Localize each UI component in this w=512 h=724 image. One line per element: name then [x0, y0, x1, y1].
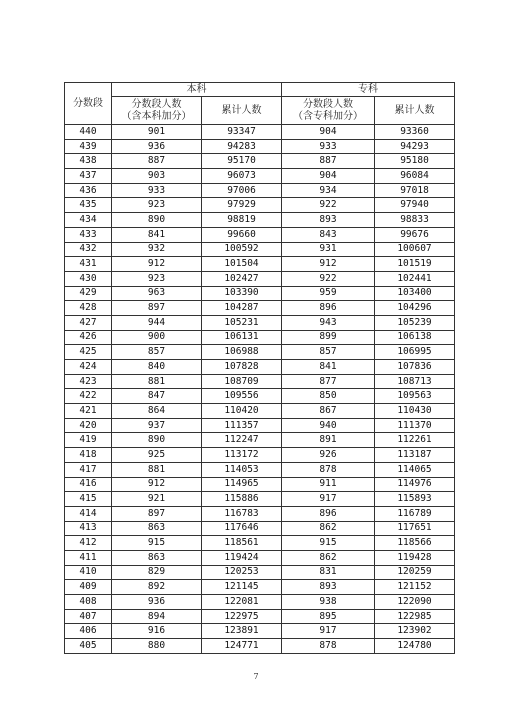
header-score-range: 分数段 [65, 83, 112, 125]
cell-benke-cumulative: 117646 [202, 521, 282, 536]
header-row-groups [65, 83, 455, 97]
cell-score: 427 [65, 315, 112, 330]
table-row [65, 506, 455, 521]
cell-zhuanke-cumulative: 103400 [375, 286, 455, 301]
cell-benke-count: 912 [112, 477, 202, 492]
cell-benke-count: 933 [112, 183, 202, 198]
cell-benke-count: 890 [112, 433, 202, 448]
cell-zhuanke-count: 934 [282, 183, 375, 198]
cell-benke-count: 841 [112, 227, 202, 242]
header-zhuanke-count-line1: 分数段人数 [303, 98, 353, 110]
header-group-zhuanke: 专科 [282, 83, 455, 97]
cell-benke-cumulative: 95170 [202, 154, 282, 169]
cell-zhuanke-cumulative: 105239 [375, 315, 455, 330]
cell-benke-cumulative: 108709 [202, 374, 282, 389]
cell-benke-cumulative: 96073 [202, 169, 282, 184]
table-header [65, 83, 455, 125]
table-row [65, 345, 455, 360]
cell-benke-cumulative: 100592 [202, 242, 282, 257]
header-benke-cumulative: 累计人数 [202, 97, 282, 125]
header-zhuanke-count [282, 97, 375, 125]
cell-zhuanke-count: 904 [282, 169, 375, 184]
cell-benke-cumulative: 118561 [202, 536, 282, 551]
cell-benke-count: 829 [112, 565, 202, 580]
cell-benke-count: 936 [112, 139, 202, 154]
cell-zhuanke-count: 943 [282, 315, 375, 330]
cell-zhuanke-count: 887 [282, 154, 375, 169]
table-row [65, 639, 455, 654]
header-zhuanke-count-line2: （含专科加分） [293, 110, 363, 122]
cell-score: 422 [65, 389, 112, 404]
cell-score: 420 [65, 418, 112, 433]
cell-score: 423 [65, 374, 112, 389]
cell-zhuanke-count: 915 [282, 536, 375, 551]
table-row [65, 315, 455, 330]
cell-benke-count: 887 [112, 154, 202, 169]
cell-score: 436 [65, 183, 112, 198]
cell-zhuanke-count: 893 [282, 580, 375, 595]
score-distribution-table [64, 82, 455, 654]
cell-score: 419 [65, 433, 112, 448]
cell-benke-count: 890 [112, 213, 202, 228]
cell-benke-cumulative: 105231 [202, 315, 282, 330]
cell-zhuanke-count: 891 [282, 433, 375, 448]
cell-benke-count: 880 [112, 639, 202, 654]
cell-benke-cumulative: 101504 [202, 257, 282, 272]
table-row [65, 374, 455, 389]
cell-zhuanke-cumulative: 118566 [375, 536, 455, 551]
cell-zhuanke-count: 959 [282, 286, 375, 301]
cell-zhuanke-cumulative: 98833 [375, 213, 455, 228]
cell-benke-cumulative: 97006 [202, 183, 282, 198]
cell-score: 428 [65, 301, 112, 316]
cell-score: 440 [65, 125, 112, 140]
cell-score: 438 [65, 154, 112, 169]
cell-benke-count: 894 [112, 609, 202, 624]
header-benke-count-line2: （含本科加分） [121, 110, 192, 122]
table-row [65, 462, 455, 477]
cell-benke-cumulative: 120253 [202, 565, 282, 580]
cell-benke-cumulative: 110420 [202, 404, 282, 419]
header-benke-count [112, 97, 202, 125]
table-row [65, 242, 455, 257]
cell-zhuanke-cumulative: 95180 [375, 154, 455, 169]
cell-score: 406 [65, 624, 112, 639]
cell-zhuanke-cumulative: 117651 [375, 521, 455, 536]
cell-zhuanke-cumulative: 123902 [375, 624, 455, 639]
cell-score: 430 [65, 271, 112, 286]
cell-zhuanke-cumulative: 102441 [375, 271, 455, 286]
cell-benke-cumulative: 114053 [202, 462, 282, 477]
cell-benke-cumulative: 94283 [202, 139, 282, 154]
cell-zhuanke-count: 841 [282, 360, 375, 375]
cell-benke-count: 881 [112, 374, 202, 389]
cell-zhuanke-cumulative: 119428 [375, 550, 455, 565]
cell-benke-cumulative: 113172 [202, 448, 282, 463]
cell-benke-cumulative: 111357 [202, 418, 282, 433]
cell-benke-count: 937 [112, 418, 202, 433]
cell-zhuanke-count: 911 [282, 477, 375, 492]
cell-benke-cumulative: 102427 [202, 271, 282, 286]
cell-score: 407 [65, 609, 112, 624]
table-row [65, 565, 455, 580]
cell-benke-count: 863 [112, 550, 202, 565]
cell-benke-cumulative: 121145 [202, 580, 282, 595]
cell-zhuanke-count: 896 [282, 301, 375, 316]
cell-zhuanke-count: 850 [282, 389, 375, 404]
cell-zhuanke-count: 933 [282, 139, 375, 154]
cell-score: 421 [65, 404, 112, 419]
cell-zhuanke-count: 917 [282, 624, 375, 639]
cell-benke-count: 936 [112, 595, 202, 610]
table-row [65, 521, 455, 536]
table-row [65, 448, 455, 463]
cell-zhuanke-cumulative: 116789 [375, 506, 455, 521]
table-row [65, 301, 455, 316]
cell-score: 412 [65, 536, 112, 551]
cell-score: 435 [65, 198, 112, 213]
cell-score: 408 [65, 595, 112, 610]
cell-zhuanke-count: 877 [282, 374, 375, 389]
cell-zhuanke-cumulative: 114065 [375, 462, 455, 477]
cell-score: 409 [65, 580, 112, 595]
cell-score: 414 [65, 506, 112, 521]
cell-score: 434 [65, 213, 112, 228]
cell-score: 410 [65, 565, 112, 580]
table-row [65, 595, 455, 610]
cell-zhuanke-count: 904 [282, 125, 375, 140]
cell-zhuanke-count: 878 [282, 639, 375, 654]
cell-zhuanke-cumulative: 122090 [375, 595, 455, 610]
cell-zhuanke-count: 831 [282, 565, 375, 580]
cell-zhuanke-cumulative: 111370 [375, 418, 455, 433]
cell-zhuanke-count: 843 [282, 227, 375, 242]
cell-zhuanke-count: 912 [282, 257, 375, 272]
table-row [65, 125, 455, 140]
cell-benke-cumulative: 124771 [202, 639, 282, 654]
cell-benke-cumulative: 119424 [202, 550, 282, 565]
cell-benke-count: 901 [112, 125, 202, 140]
cell-zhuanke-cumulative: 99676 [375, 227, 455, 242]
cell-zhuanke-cumulative: 122985 [375, 609, 455, 624]
cell-benke-cumulative: 104287 [202, 301, 282, 316]
table-row [65, 433, 455, 448]
cell-benke-count: 963 [112, 286, 202, 301]
cell-zhuanke-cumulative: 106138 [375, 330, 455, 345]
cell-score: 415 [65, 492, 112, 507]
cell-zhuanke-count: 895 [282, 609, 375, 624]
cell-benke-count: 915 [112, 536, 202, 551]
cell-zhuanke-cumulative: 124780 [375, 639, 455, 654]
cell-benke-cumulative: 103390 [202, 286, 282, 301]
cell-score: 405 [65, 639, 112, 654]
cell-zhuanke-cumulative: 121152 [375, 580, 455, 595]
cell-zhuanke-cumulative: 96084 [375, 169, 455, 184]
cell-benke-cumulative: 123891 [202, 624, 282, 639]
header-group-benke: 本科 [112, 83, 282, 97]
cell-benke-cumulative: 106988 [202, 345, 282, 360]
cell-benke-count: 840 [112, 360, 202, 375]
cell-zhuanke-count: 899 [282, 330, 375, 345]
cell-benke-count: 863 [112, 521, 202, 536]
cell-score: 416 [65, 477, 112, 492]
cell-benke-count: 932 [112, 242, 202, 257]
table-row [65, 580, 455, 595]
cell-zhuanke-count: 926 [282, 448, 375, 463]
cell-benke-count: 921 [112, 492, 202, 507]
cell-zhuanke-count: 862 [282, 521, 375, 536]
cell-benke-cumulative: 114965 [202, 477, 282, 492]
cell-score: 413 [65, 521, 112, 536]
cell-zhuanke-count: 917 [282, 492, 375, 507]
cell-zhuanke-count: 867 [282, 404, 375, 419]
cell-zhuanke-cumulative: 120259 [375, 565, 455, 580]
cell-zhuanke-cumulative: 97940 [375, 198, 455, 213]
cell-score: 426 [65, 330, 112, 345]
cell-benke-count: 925 [112, 448, 202, 463]
cell-zhuanke-count: 857 [282, 345, 375, 360]
table-row [65, 404, 455, 419]
cell-benke-cumulative: 116783 [202, 506, 282, 521]
cell-benke-count: 881 [112, 462, 202, 477]
cell-zhuanke-cumulative: 97018 [375, 183, 455, 198]
table-row [65, 330, 455, 345]
table-row [65, 213, 455, 228]
cell-benke-cumulative: 93347 [202, 125, 282, 140]
cell-zhuanke-cumulative: 93360 [375, 125, 455, 140]
cell-zhuanke-cumulative: 108713 [375, 374, 455, 389]
cell-benke-cumulative: 97929 [202, 198, 282, 213]
cell-zhuanke-count: 938 [282, 595, 375, 610]
page-number: 7 [253, 672, 259, 681]
table-row [65, 492, 455, 507]
cell-benke-count: 916 [112, 624, 202, 639]
cell-zhuanke-cumulative: 113187 [375, 448, 455, 463]
cell-benke-count: 857 [112, 345, 202, 360]
cell-zhuanke-count: 940 [282, 418, 375, 433]
table-body [65, 125, 455, 654]
table-row [65, 536, 455, 551]
cell-score: 437 [65, 169, 112, 184]
table-row [65, 360, 455, 375]
table-row [65, 183, 455, 198]
cell-benke-cumulative: 115886 [202, 492, 282, 507]
cell-zhuanke-cumulative: 115893 [375, 492, 455, 507]
cell-benke-count: 897 [112, 506, 202, 521]
cell-zhuanke-cumulative: 109563 [375, 389, 455, 404]
cell-zhuanke-cumulative: 110430 [375, 404, 455, 419]
table-row [65, 477, 455, 492]
cell-score: 432 [65, 242, 112, 257]
cell-benke-count: 912 [112, 257, 202, 272]
header-row-columns [65, 97, 455, 125]
cell-benke-cumulative: 112247 [202, 433, 282, 448]
cell-benke-count: 864 [112, 404, 202, 419]
cell-zhuanke-count: 931 [282, 242, 375, 257]
cell-benke-cumulative: 99660 [202, 227, 282, 242]
cell-zhuanke-cumulative: 104296 [375, 301, 455, 316]
cell-zhuanke-count: 922 [282, 271, 375, 286]
cell-score: 439 [65, 139, 112, 154]
table-row [65, 624, 455, 639]
cell-score: 417 [65, 462, 112, 477]
cell-score: 425 [65, 345, 112, 360]
cell-benke-cumulative: 122081 [202, 595, 282, 610]
cell-zhuanke-cumulative: 101519 [375, 257, 455, 272]
cell-zhuanke-count: 922 [282, 198, 375, 213]
cell-zhuanke-cumulative: 107836 [375, 360, 455, 375]
cell-zhuanke-cumulative: 94293 [375, 139, 455, 154]
cell-zhuanke-cumulative: 106995 [375, 345, 455, 360]
cell-benke-count: 892 [112, 580, 202, 595]
table-row [65, 389, 455, 404]
table-row [65, 550, 455, 565]
cell-score: 411 [65, 550, 112, 565]
table-row [65, 154, 455, 169]
header-zhuanke-cumulative: 累计人数 [375, 97, 455, 125]
cell-zhuanke-cumulative: 100607 [375, 242, 455, 257]
header-benke-count-line1: 分数段人数 [131, 98, 182, 110]
table-row [65, 139, 455, 154]
cell-benke-count: 903 [112, 169, 202, 184]
cell-zhuanke-count: 893 [282, 213, 375, 228]
table-row [65, 198, 455, 213]
cell-benke-cumulative: 109556 [202, 389, 282, 404]
cell-benke-cumulative: 122975 [202, 609, 282, 624]
cell-benke-count: 847 [112, 389, 202, 404]
cell-score: 429 [65, 286, 112, 301]
cell-zhuanke-count: 862 [282, 550, 375, 565]
table-row [65, 257, 455, 272]
cell-benke-count: 923 [112, 271, 202, 286]
table-row [65, 609, 455, 624]
cell-benke-count: 923 [112, 198, 202, 213]
cell-score: 424 [65, 360, 112, 375]
cell-benke-count: 897 [112, 301, 202, 316]
cell-benke-count: 944 [112, 315, 202, 330]
cell-zhuanke-cumulative: 114976 [375, 477, 455, 492]
table-row [65, 286, 455, 301]
cell-benke-cumulative: 107828 [202, 360, 282, 375]
cell-score: 433 [65, 227, 112, 242]
cell-score: 431 [65, 257, 112, 272]
cell-benke-cumulative: 106131 [202, 330, 282, 345]
cell-benke-count: 900 [112, 330, 202, 345]
table-row [65, 271, 455, 286]
cell-zhuanke-count: 896 [282, 506, 375, 521]
cell-score: 418 [65, 448, 112, 463]
table-row [65, 418, 455, 433]
table-row [65, 227, 455, 242]
cell-zhuanke-count: 878 [282, 462, 375, 477]
cell-benke-cumulative: 98819 [202, 213, 282, 228]
table-row [65, 169, 455, 184]
cell-zhuanke-cumulative: 112261 [375, 433, 455, 448]
